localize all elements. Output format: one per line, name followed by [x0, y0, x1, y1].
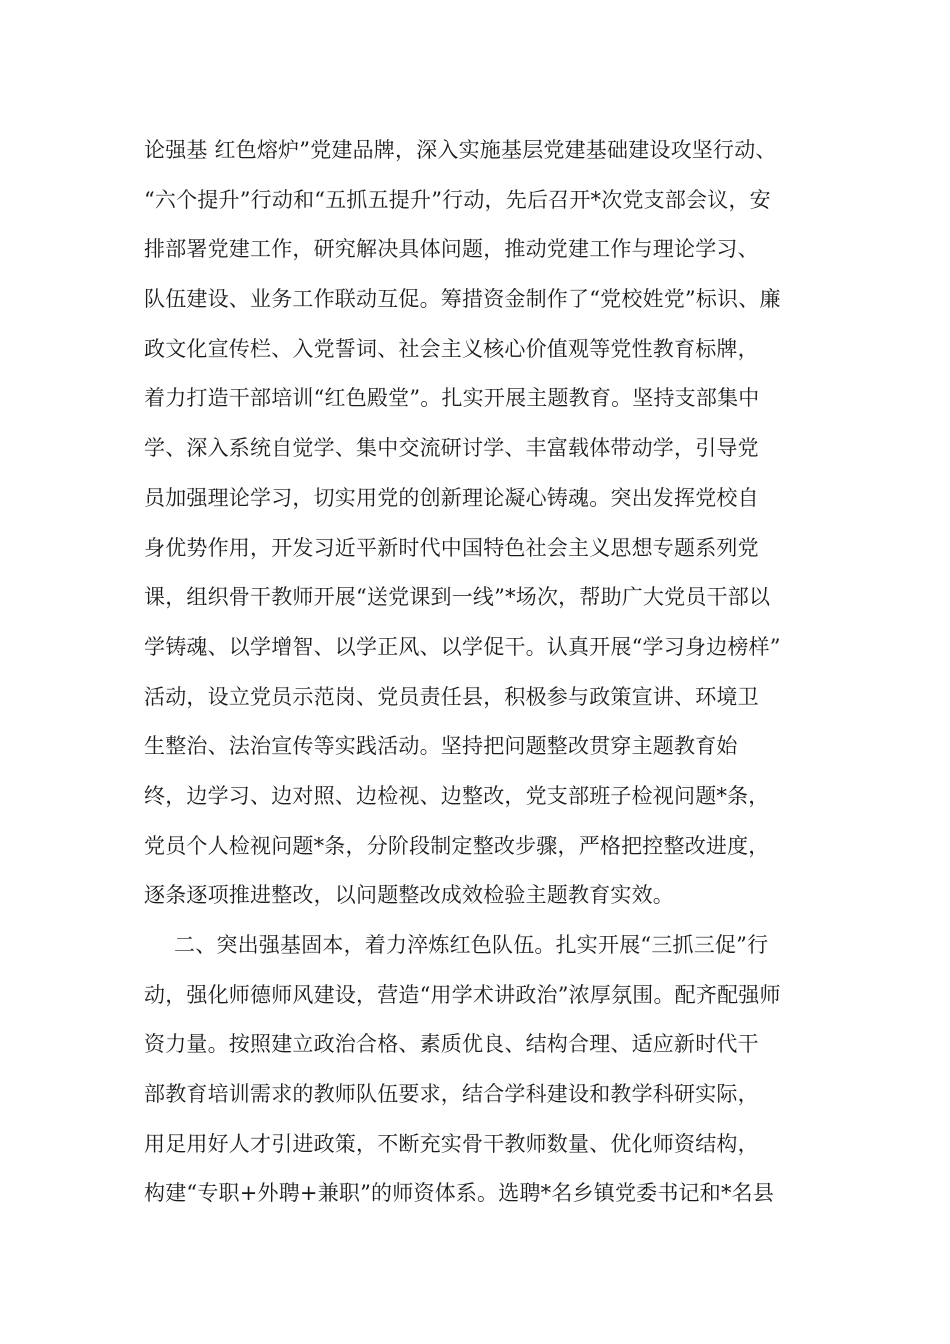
text-line: 部教育培训需求的教师队伍要求，结合学科建设和教学科研实际， [144, 1082, 759, 1107]
text-line: 身优势作用，开发习近平新时代中国特色社会主义思想专题系列党 [144, 535, 759, 560]
text-line: 论强基 红色熔炉”党建品牌，深入实施基层党建基础建设攻坚行动、 [144, 138, 777, 162]
document-body [144, 126, 844, 1219]
text-line: 学铸魂、以学增智、以学正风、以学促干。认真开展“学习身边榜样” [144, 634, 781, 659]
text-line: 终，边学习、边对照、边检视、边整改，党支部班子检视问题*条， [144, 783, 770, 808]
text-line: 构建“专职+外聘+兼职”的师资体系。选聘*名乡镇党委书记和*名县 [144, 1181, 775, 1206]
text-line: 学、深入系统自觉学、集中交流研讨学、丰富载体带动学，引导党 [144, 436, 759, 461]
text-line: 政文化宣传栏、入党誓词、社会主义核心价值观等党性教育标牌， [144, 336, 759, 361]
text-line: 员加强理论学习，切实用党的创新理论凝心铸魂。突出发挥党校自 [144, 485, 759, 510]
text-line: 资力量。按照建立政治合格、素质优良、结构合理、适应新时代干 [144, 1032, 759, 1057]
text-line: 课，组织骨干教师开展“送党课到一线”*场次，帮助广大党员干部以 [144, 585, 771, 610]
text-line: 队伍建设、业务工作联动互促。筹措资金制作了“党校姓党”标识、廉 [144, 287, 781, 312]
text-line: 党员个人检视问题*条，分阶段制定整改步骤，严格把控整改进度， [144, 833, 770, 858]
text-line: “六个提升”行动和“五抓五提升”行动，先后召开*次党支部会议，安 [144, 187, 771, 212]
text-line: 排部署党建工作，研究解决具体问题，推动党建工作与理论学习、 [144, 237, 759, 262]
text-line: 生整治、法治宣传等实践活动。坚持把问题整改贯穿主题教育始 [144, 734, 738, 759]
text-line: 活动，设立党员示范岗、党员责任县，积极参与政策宣讲、环境卫 [144, 684, 759, 709]
text-line: 着力打造干部培训“红色殿堂”。扎实开展主题教育。坚持支部集中 [144, 386, 760, 411]
text-line: 用足用好人才引进政策，不断充实骨干教师数量、优化师资结构， [144, 1131, 759, 1156]
section-heading-line: 二、突出强基固本，着力淬炼红色队伍。扎实开展“三抓三促”行 [174, 933, 769, 957]
text-line: 逐条逐项推进整改，以问题整改成效检验主题教育实效。 [144, 883, 674, 908]
text-line: 动，强化师德师风建设，营造“用学术讲政治”浓厚氛围。配齐配强师 [144, 982, 781, 1007]
